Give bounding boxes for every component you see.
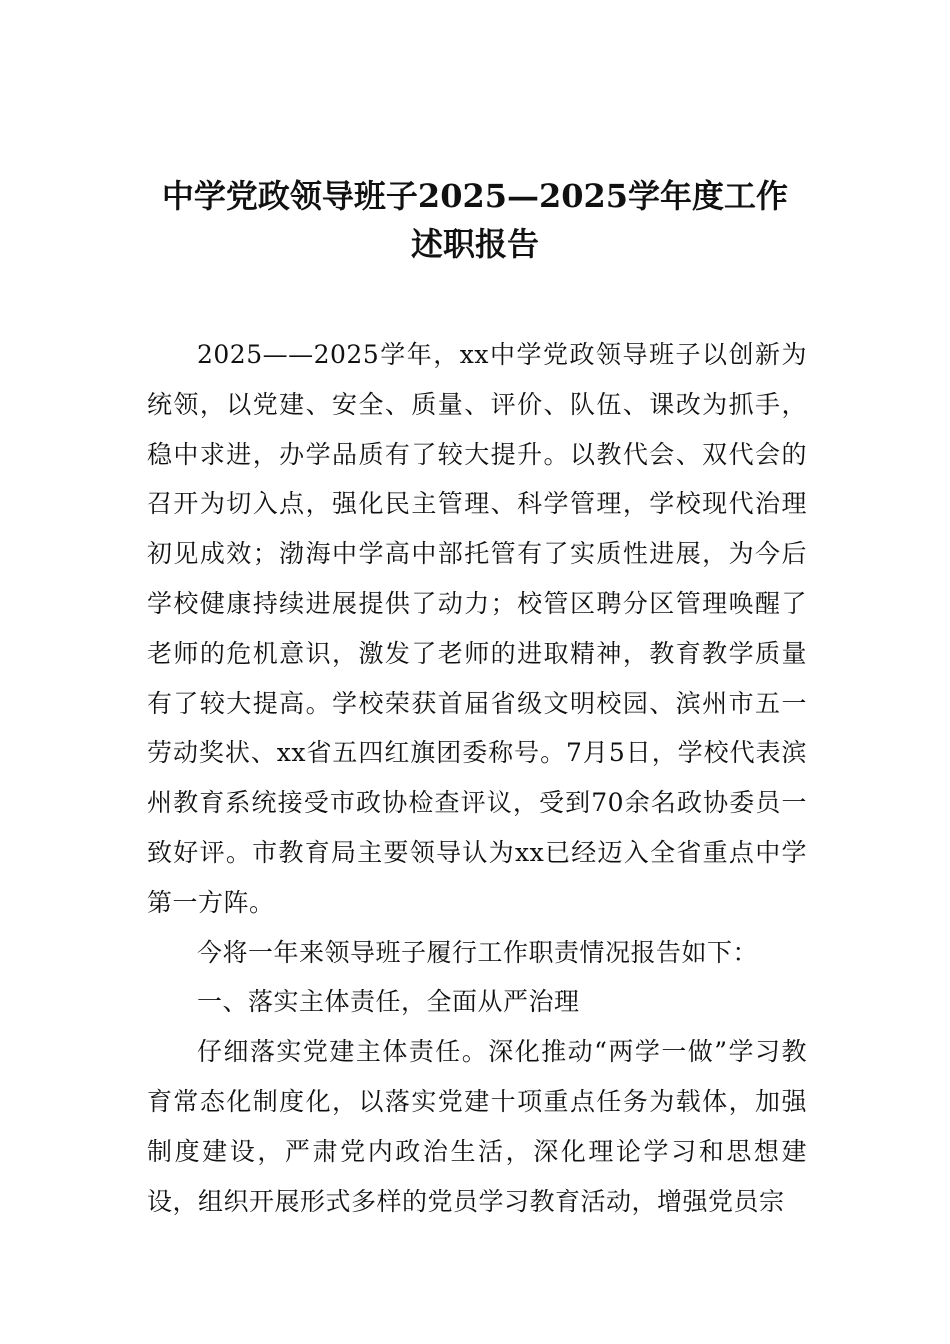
- title-line-1: 中学党政领导班子2025—2025学年度工作: [161, 177, 789, 215]
- document-body: [147, 330, 807, 1226]
- paragraph-intro: 2025——2025学年，xx中学党政领导班子以创新为统领，以党建、安全、质量、评价、队伍、课改为抓手，稳中求进，办学品质有了较大提升。以教代会、双代会的召开为切入点，强化民主管理、科学管理，学校现代治理初见成效；渤海中学高中部托管有了实质性进展，为今后学校健康持续进展提供了动力；校管区聘分区管理唤醒了老师的危机意识，激发了老师的进取精神，教育教学质量有了较大提高。学校荣获首届省级文明校园、滨州市五一劳动奖状、xx省五四红旗团委称号。7月5日，学校代表滨州教育系统接受市政协检查评议，受到70余名政协委员一致好评。市教育局主要领导认为xx已经迈入全省重点中学第一方阵。: [147, 340, 807, 917]
- title-line-2: 述职报告: [410, 225, 539, 263]
- paragraph-report-lead: 今将一年来领导班子履行工作职责情况报告如下：: [197, 937, 759, 967]
- section-heading-1: 一、落实主体责任，全面从严治理: [197, 987, 580, 1017]
- document-title: [140, 172, 810, 268]
- paragraph-party-building: 仔细落实党建主体责任。深化推动“两学一做”学习教育常态化制度化，以落实党建十项重点任务为载体，加强制度建设，严肃党内政治生活，深化理论学习和思想建设，组织开展形式多样的党员学习教育活动，增强党员宗: [147, 1037, 807, 1216]
